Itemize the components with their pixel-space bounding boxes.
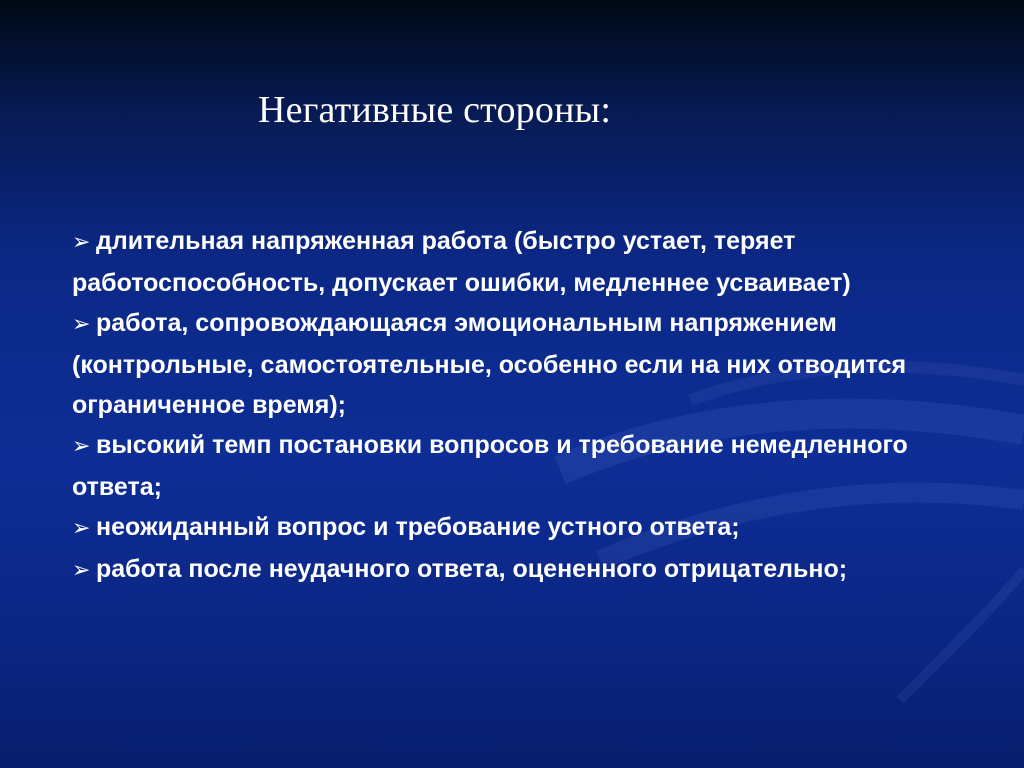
list-item bbox=[72, 549, 972, 591]
list-item bbox=[72, 221, 972, 303]
bullet-text: высокий темп постановки вопросов и требование немедленного ответа; bbox=[72, 431, 908, 501]
arrow-bullet-icon: ➢ bbox=[72, 516, 91, 541]
bullet-text: работа после неудачного ответа, оцененного отрицательно; bbox=[96, 555, 848, 583]
bullet-text: неожиданный вопрос и требование устного ответа; bbox=[96, 513, 740, 541]
arrow-bullet-icon: ➢ bbox=[72, 434, 91, 459]
slide-title: Негативные стороны: bbox=[258, 89, 612, 131]
arrow-bullet-icon: ➢ bbox=[72, 230, 91, 255]
list-item bbox=[72, 507, 972, 549]
bullet-text: длительная напряженная работа (быстро устает, теряет работоспособность, допускает ошибки, медленнее усваивает) bbox=[72, 227, 851, 297]
bullet-text: работа, сопровождающаяся эмоциональным напряжением (контрольные, самостоятельные, особенно если на них отводится ограниченное время); bbox=[72, 309, 907, 419]
bullet-list bbox=[72, 221, 972, 591]
arrow-bullet-icon: ➢ bbox=[72, 558, 91, 583]
list-item bbox=[72, 425, 972, 507]
list-item bbox=[72, 303, 972, 425]
arrow-bullet-icon: ➢ bbox=[72, 312, 91, 337]
